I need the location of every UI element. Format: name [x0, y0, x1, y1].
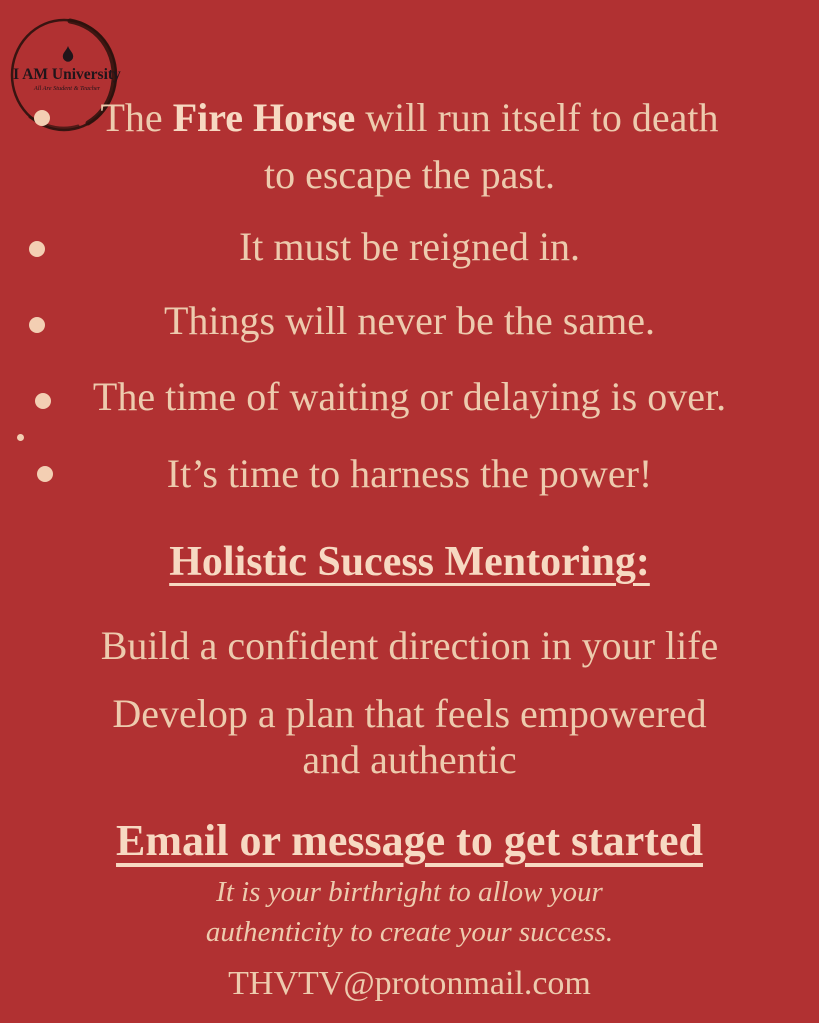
- bullet-text-reigned-in: It must be reigned in.: [238, 224, 581, 269]
- benefit-2-line-1: Develop a plan that feels empowered: [112, 691, 707, 736]
- mentoring-heading: Holistic Sucess Mentoring:: [169, 539, 650, 585]
- benefit-2-line-2: and authentic: [302, 737, 517, 782]
- bullet-text-never-same: Things will never be the same.: [164, 298, 655, 343]
- cta-heading: Email or message to get started: [116, 816, 703, 865]
- logo-title: I AM University: [13, 66, 121, 83]
- affirmation-line-1: It is your birthright to allow your: [216, 876, 603, 908]
- contact-email: THVTV@protonmail.com: [228, 965, 591, 1002]
- bullet-1-pre: The: [100, 95, 173, 140]
- bullet-1-line-1: [0, 89, 819, 146]
- bullet-text-waiting-over: The time of waiting or delaying is over.: [92, 374, 727, 419]
- bullet-1-post: will run itself to death: [355, 95, 719, 140]
- fire-horse-bold-text: Fire Horse: [172, 95, 356, 140]
- bullet-text-harness-power: It’s time to harness the power!: [166, 451, 653, 496]
- logo-tagline: All Are Student & Teacher: [33, 85, 101, 92]
- benefit-line-2: [0, 691, 819, 783]
- stray-dot: [17, 434, 24, 441]
- bullet-1-line-2: to escape the past.: [264, 152, 555, 197]
- bullet-text-fire-horse: [0, 89, 819, 203]
- benefit-line-1: Build a confident direction in your life: [100, 623, 719, 668]
- flame-icon: [63, 46, 73, 62]
- affirmation-line-2: authenticity to create your success.: [205, 916, 614, 948]
- affirmation-text: [0, 872, 819, 952]
